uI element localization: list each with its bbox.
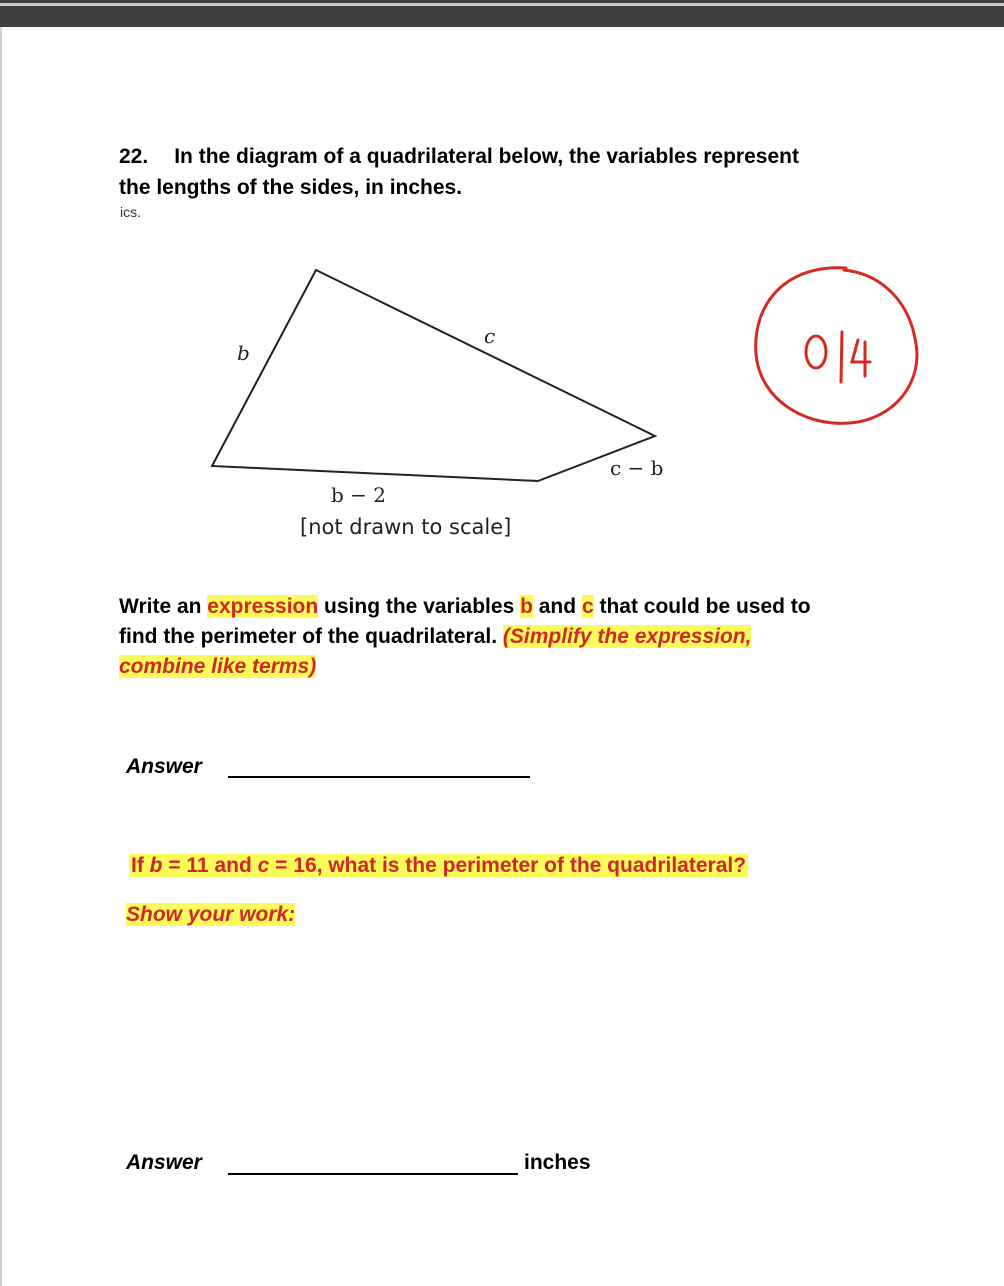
question-number: 22. [119,145,149,168]
highlight-c: c [581,595,594,618]
answer-line-2[interactable] [228,1173,518,1175]
prompt-line-3 [119,655,316,679]
prompt-text: Write an [119,595,208,618]
diagram-caption: [not drawn to scale] [300,515,512,539]
cropped-text-fragment: ics. [120,204,141,220]
answer-unit: inches [524,1151,591,1174]
highlight-part2: If b = 11 and c = 16, what is the perimeter of the quadrilateral? [131,854,747,877]
question-line-2 [119,176,462,200]
highlight-expression: expression [207,595,319,618]
question-text-2: the lengths of the sides, in inches. [119,176,463,199]
answer-label-1: Answer [126,755,202,778]
prompt-text: using the variables [318,595,521,618]
score-circle-mark [748,262,928,432]
highlight-b: b [520,595,533,618]
prompt-text: and [532,595,582,618]
question-line-1 [119,145,799,169]
prompt-text: that could be used to [593,595,811,618]
part2-question [129,854,748,878]
prompt-line-1 [119,595,811,619]
side-label-c: c [484,324,496,348]
show-work-line [126,903,295,927]
question-text-1: In the diagram of a quadrilateral below, the variables represent [174,145,799,168]
side-label-b: b [237,341,250,365]
answer-label-2: Answer [126,1151,202,1174]
highlight-simplify: (Simplify the expression, [502,625,752,648]
highlight-show-work: Show your work: [126,903,296,926]
prompt-line-2 [119,625,751,649]
side-label-c-minus-b: c − b [610,456,664,480]
viewer-top-bar-edge [0,3,1004,6]
prompt-text: find the perimeter of the quadrilateral. [119,625,503,648]
side-label-b-minus-2: b − 2 [331,483,386,507]
quadrilateral-shape [212,270,655,481]
answer-line-1[interactable] [228,776,530,778]
quadrilateral-diagram [190,250,690,510]
highlight-combine: combine like terms) [119,655,317,678]
